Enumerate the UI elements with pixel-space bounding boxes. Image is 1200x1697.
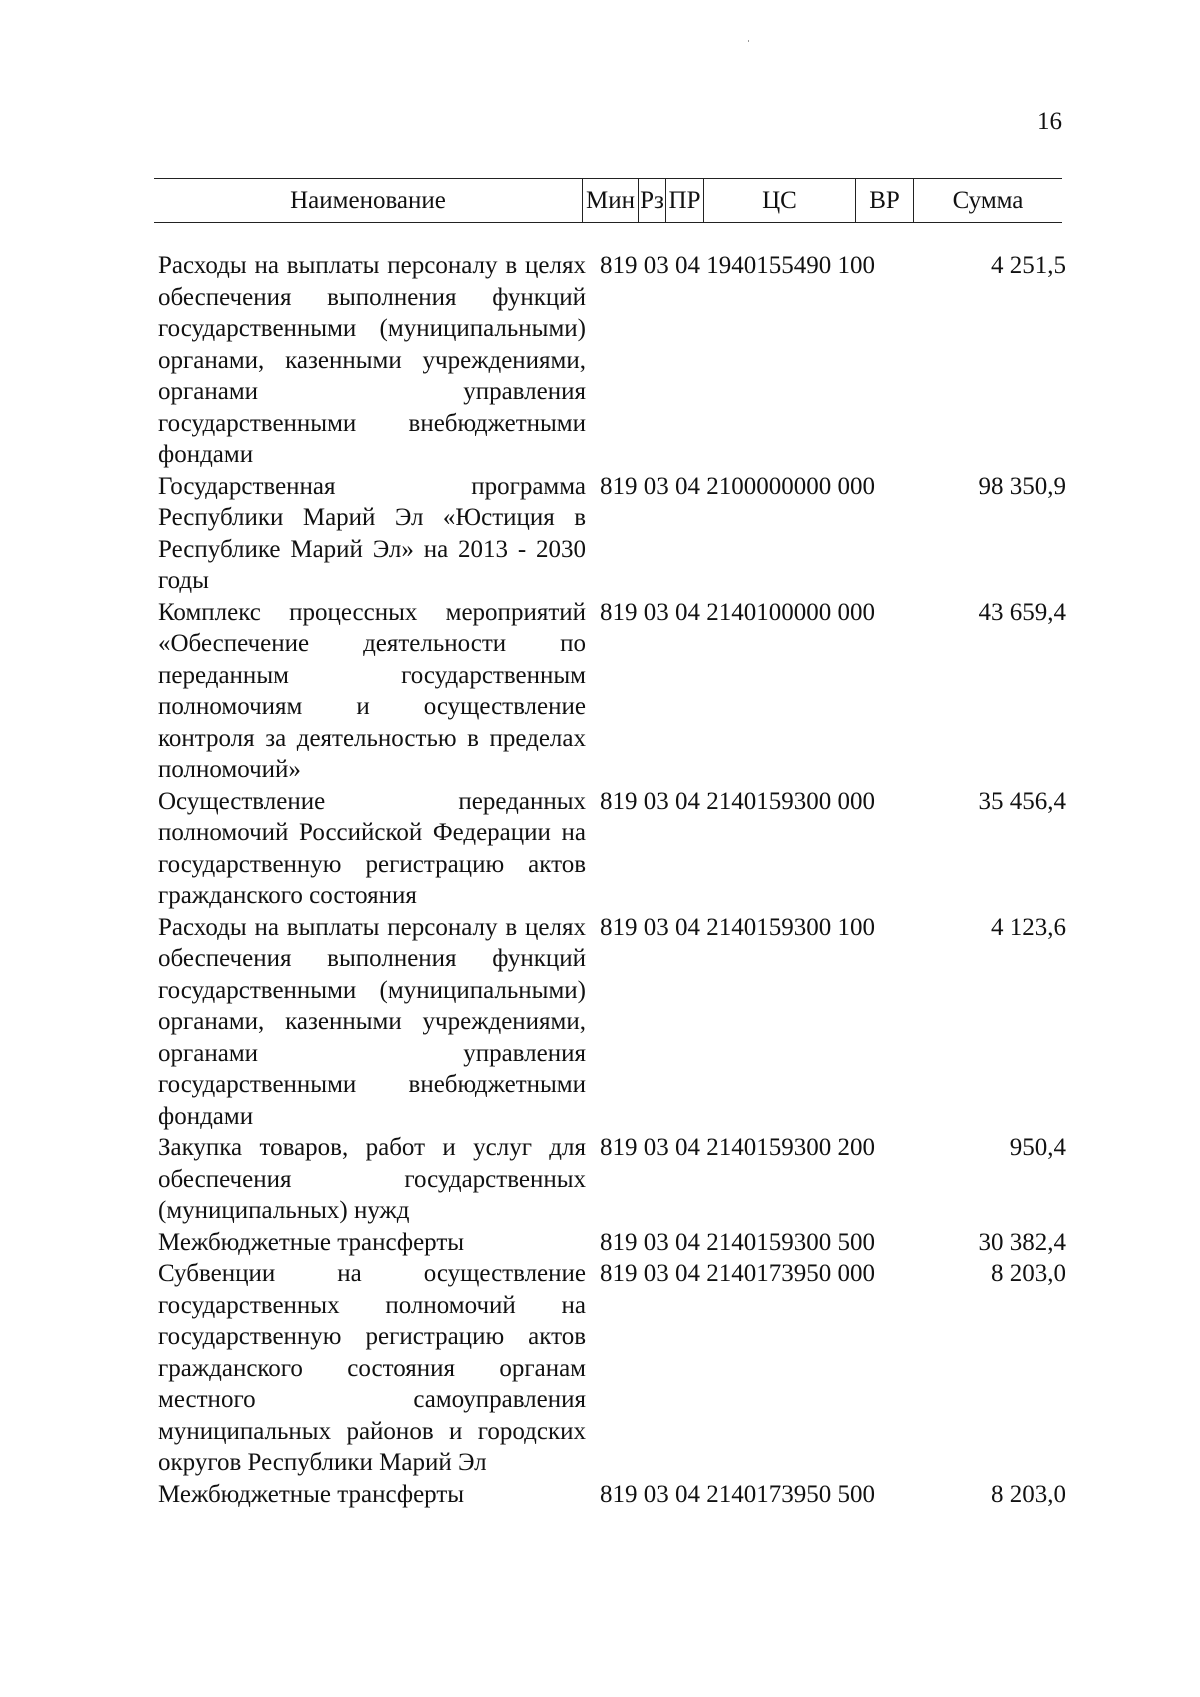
table-row xyxy=(158,1258,1066,1479)
row-codes: 819 03 04 2140159300 200 xyxy=(600,1134,875,1161)
row-name: Комплекс процессных мероприятий «Обеспечение деятельности по переданным государственным полномочиям и осуществление контроля за деятельностью в пределах полномочий» xyxy=(158,598,586,783)
table-row xyxy=(158,912,1066,1133)
row-sum: 4 251,5 xyxy=(991,252,1066,279)
row-sum: 8 203,0 xyxy=(991,1480,1066,1508)
scan-speck xyxy=(748,40,749,42)
row-name: Расходы на выплаты персоналу в целях обеспечения выполнения функций государственными (муниципальными) органами, казенными учреждениями, органами управления государственными внебюджетными фондами xyxy=(158,913,586,1130)
row-sum: 98 350,9 xyxy=(978,472,1066,500)
table-row xyxy=(158,1227,1066,1259)
table-row xyxy=(158,250,1066,471)
row-name: Расходы на выплаты персоналу в целях обеспечения выполнения функций государственными (муниципальными) органами, казенными учреждениями, органами управления государственными внебюджетными фондами xyxy=(158,252,586,468)
row-codes: 819 03 04 2140173950 000 xyxy=(600,1260,875,1287)
row-codes: 819 03 04 1940155490 100 xyxy=(600,252,875,279)
header-rz: Рз xyxy=(638,179,665,222)
row-codes: 819 03 04 2140159300 500 xyxy=(600,1228,875,1256)
row-sum: 950,4 xyxy=(1009,1134,1066,1161)
row-sum: 8 203,0 xyxy=(991,1260,1066,1287)
row-sum: 43 659,4 xyxy=(978,598,1066,626)
table-body xyxy=(158,250,1066,1510)
table-row xyxy=(158,597,1066,786)
row-codes: 819 03 04 2140100000 000 xyxy=(600,598,875,626)
table-row xyxy=(158,1132,1066,1227)
header-name: Наименование xyxy=(290,186,446,214)
table-row xyxy=(158,1479,1066,1511)
row-name: Субвенции на осуществление государственных полномочий на государственную регистрацию актов гражданского состояния органам местного самоуправления муниципальных районов и городских округов Республики Марий Эл xyxy=(158,1260,586,1476)
row-codes: 819 03 04 2100000000 000 xyxy=(600,472,875,500)
header-cs: ЦС xyxy=(703,179,855,222)
row-sum: 4 123,6 xyxy=(991,913,1066,941)
row-codes: 819 03 04 2140159300 000 xyxy=(600,787,875,815)
row-codes: 819 03 04 2140173950 500 xyxy=(600,1480,875,1508)
row-codes: 819 03 04 2140159300 100 xyxy=(600,913,875,941)
page-number: 16 xyxy=(1037,108,1062,135)
row-name: Межбюджетные трансферты xyxy=(158,1228,465,1256)
row-sum: 30 382,4 xyxy=(978,1228,1066,1256)
table-row xyxy=(158,471,1066,597)
table-row xyxy=(158,786,1066,912)
header-sum: Сумма xyxy=(913,179,1062,222)
header-min: Мин xyxy=(582,179,638,222)
table-header xyxy=(154,178,1062,223)
row-name: Межбюджетные трансферты xyxy=(158,1480,465,1508)
row-name: Закупка товаров, работ и услуг для обеспечения государственных (муниципальных) нужд xyxy=(158,1134,586,1224)
row-name: Осуществление переданных полномочий Российской Федерации на государственную регистрацию актов гражданского состояния xyxy=(158,787,586,909)
header-pr: ПР xyxy=(665,179,703,222)
row-sum: 35 456,4 xyxy=(978,787,1066,815)
header-vr: ВР xyxy=(855,179,913,222)
row-name: Государственная программа Республики Марий Эл «Юстиция в Республике Марий Эл» на 2013 - 2030 годы xyxy=(158,472,586,594)
